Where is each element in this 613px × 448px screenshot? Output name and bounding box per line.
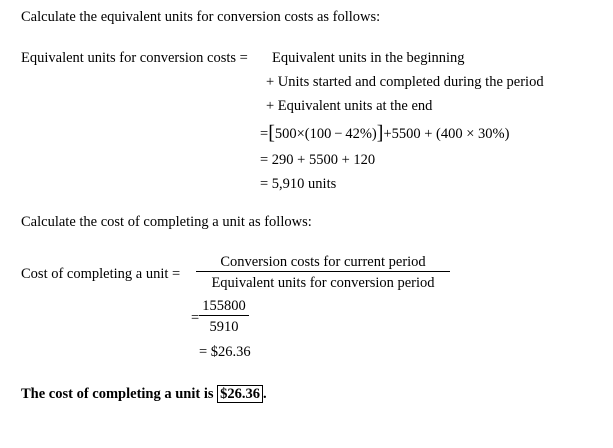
equals-sign: = xyxy=(260,126,269,142)
cost-per-unit-label: Cost of completing a unit = xyxy=(21,266,181,282)
numeric-numerator: 155800 xyxy=(202,298,246,314)
numeric-denominator: 5910 xyxy=(199,315,249,336)
numeric-fraction xyxy=(199,298,249,336)
equation-line-1: Equivalent units in the beginning xyxy=(272,50,465,66)
section1-heading: Calculate the equivalent units for conversion costs as follows: xyxy=(21,9,381,25)
fraction-numerator: Conversion costs for current period xyxy=(220,254,426,270)
result-line: = $26.36 xyxy=(199,344,251,360)
remaining-expression: +5500 + (400 × 30%) xyxy=(383,126,510,142)
bracket-expression: 500×(100 − 42%) xyxy=(274,126,377,142)
answer-box: $26.36 xyxy=(217,385,263,403)
conversion-cost-fraction xyxy=(196,254,450,292)
equals-sign-2: = xyxy=(191,310,200,326)
right-bracket: ] xyxy=(376,122,384,144)
equation-line-6: = 5,910 units xyxy=(260,176,337,192)
equation-line-4 xyxy=(260,124,509,143)
left-bracket: [ xyxy=(268,122,275,144)
equation-line-5: = 290 + 5500 + 120 xyxy=(260,152,376,168)
equivalent-units-label: Equivalent units for conversion costs = xyxy=(21,50,248,66)
conclusion-text: The cost of completing a unit is xyxy=(21,386,218,402)
fraction-denominator: Equivalent units for conversion period xyxy=(196,271,450,292)
conclusion-period: . xyxy=(263,386,267,402)
equation-line-3: + Equivalent units at the end xyxy=(266,98,433,114)
equation-line-2: + Units started and completed during the period xyxy=(266,74,544,90)
section2-heading: Calculate the cost of completing a unit as follows: xyxy=(21,214,312,230)
conclusion-line xyxy=(21,386,267,403)
